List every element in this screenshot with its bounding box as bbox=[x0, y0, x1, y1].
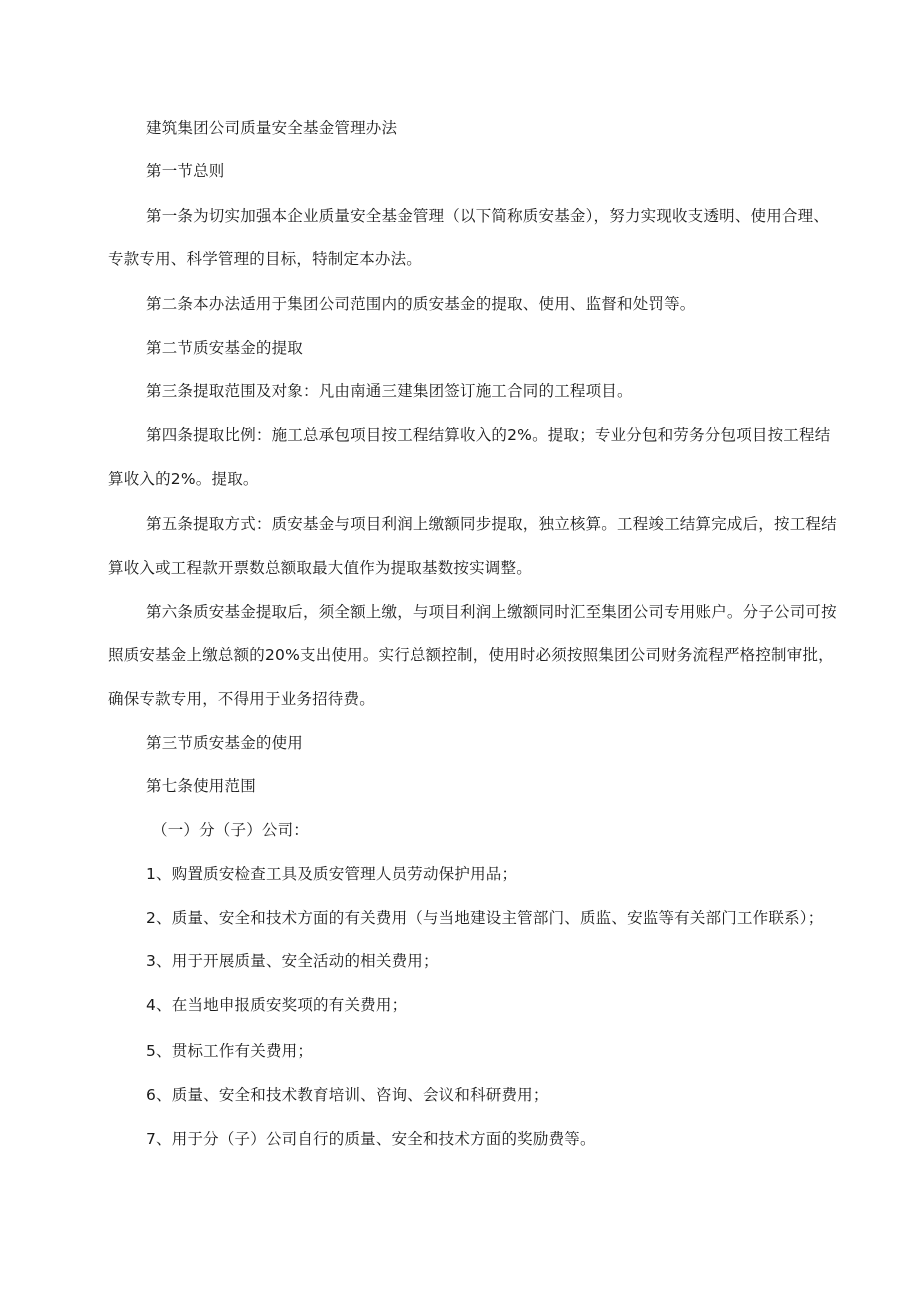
list-item: 6、质量、安全和技术教育培训、咨询、会议和科研费用； bbox=[146, 1086, 549, 1104]
sub-heading-branch-companies: （一）分（子）公司： bbox=[152, 821, 310, 839]
list-item: 2、质量、安全和技术方面的有关费用（与当地建设主管部门、质监、安监等有关部门工作联系）； bbox=[146, 909, 824, 927]
article6-line3: 确保专款专用，不得用于业务招待费。 bbox=[108, 690, 375, 708]
article1-line2: 专款专用、科学管理的目标，特制定本办法。 bbox=[108, 250, 423, 268]
list-item: 4、在当地申报质安奖项的有关费用； bbox=[146, 996, 408, 1014]
article2: 第二条本办法适用于集团公司范围内的质安基金的提取、使用、监督和处罚等。 bbox=[146, 295, 696, 313]
article4-line1: 第四条提取比例：施工总承包项目按工程结算收入的2%。提取；专业分包和劳务分包项目按工程结 bbox=[146, 426, 831, 444]
list-item: 7、用于分（子）公司自行的质量、安全和技术方面的奖励费等。 bbox=[146, 1130, 596, 1148]
article6-line1: 第六条质安基金提取后，须全额上缴，与项目利润上缴额同时汇至集团公司专用账户。分子公司可按 bbox=[146, 603, 837, 621]
section1-heading: 第一节总则 bbox=[146, 162, 225, 180]
article6-line2: 照质安基金上缴总额的20%支出使用。实行总额控制，使用时必须按照集团公司财务流程严格控制审批， bbox=[108, 646, 834, 664]
article3: 第三条提取范围及对象：凡由南通三建集团签订施工合同的工程项目。 bbox=[146, 382, 633, 400]
document-title: 建筑集团公司质量安全基金管理办法 bbox=[146, 119, 398, 137]
article4-line2: 算收入的2%。提取。 bbox=[108, 470, 259, 488]
article7: 第七条使用范围 bbox=[146, 777, 256, 795]
section3-heading: 第三节质安基金的使用 bbox=[146, 734, 304, 752]
article5-line1: 第五条提取方式：质安基金与项目利润上缴额同步提取，独立核算。工程竣工结算完成后，按工程结 bbox=[146, 515, 837, 533]
section2-heading: 第二节质安基金的提取 bbox=[146, 339, 304, 357]
list-item: 3、用于开展质量、安全活动的相关费用； bbox=[146, 952, 439, 970]
list-item: 5、贯标工作有关费用； bbox=[146, 1042, 314, 1060]
article5-line2: 算收入或工程款开票数总额取最大值作为提取基数按实调整。 bbox=[108, 559, 532, 577]
article1-line1: 第一条为切实加强本企业质量安全基金管理（以下简称质安基金），努力实现收支透明、使用合理、 bbox=[146, 207, 830, 225]
list-item: 1、购置质安检查工具及质安管理人员劳动保护用品； bbox=[146, 865, 518, 883]
